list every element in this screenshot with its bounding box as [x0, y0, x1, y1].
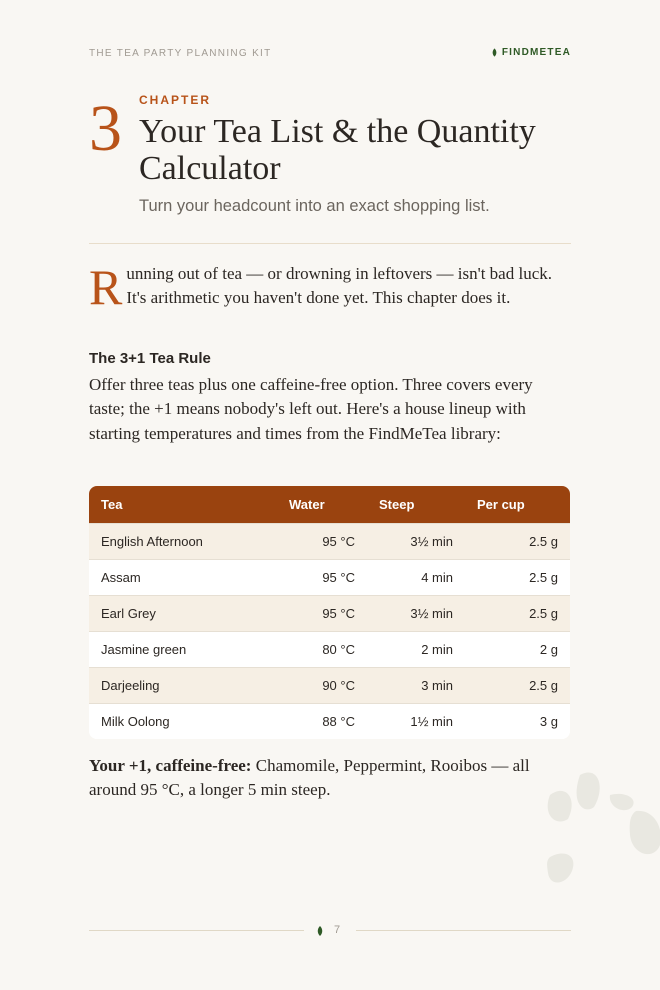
column-header-water: Water	[277, 486, 367, 523]
tea-name: Darjeeling	[89, 667, 277, 703]
leaf-icon	[492, 48, 497, 57]
footer-rule-right	[356, 930, 571, 931]
grams-per-cup: 2 g	[465, 631, 570, 667]
column-header-per-cup: Per cup	[465, 486, 570, 523]
tea-name: Milk Oolong	[89, 703, 277, 739]
caffeine-free-note	[89, 754, 571, 802]
caffeine-free-text: Chamomile, Peppermint, Rooibos — all around 95 °C, a longer 5 min steep.	[89, 756, 530, 799]
grams-per-cup: 2.5 g	[465, 595, 570, 631]
table-header-row	[89, 486, 570, 523]
tea-name: Assam	[89, 559, 277, 595]
grams-per-cup: 2.5 g	[465, 559, 570, 595]
page-number: 7	[334, 924, 341, 936]
brand	[492, 47, 571, 58]
steep-time: 3½ min	[367, 523, 465, 559]
column-header-tea: Tea	[89, 486, 277, 523]
chapter-label: CHAPTER	[139, 93, 212, 107]
water-temp: 80 °C	[277, 631, 367, 667]
water-temp: 95 °C	[277, 559, 367, 595]
tea-name: English Afternoon	[89, 523, 277, 559]
section-heading: The 3+1 Tea Rule	[89, 350, 211, 367]
tea-leaves-decoration-icon	[540, 765, 660, 895]
chapter-number: 3	[89, 92, 122, 165]
page-footer	[89, 924, 571, 938]
kit-title: THE TEA PARTY PLANNING KIT	[89, 48, 272, 59]
footer-rule-left	[89, 930, 304, 931]
leaf-icon	[317, 926, 323, 936]
brand-name: FINDMETEA	[501, 47, 571, 58]
tea-name: Earl Grey	[89, 595, 277, 631]
table-row	[89, 667, 570, 703]
water-temp: 95 °C	[277, 523, 367, 559]
section-divider	[89, 243, 571, 244]
running-header	[89, 48, 571, 62]
column-header-steep: Steep	[367, 486, 465, 523]
grams-per-cup: 3 g	[465, 703, 570, 739]
intro-text: unning out of tea — or drowning in leftovers — isn't bad luck. It's arithmetic you haven't done yet. This chapter does it.	[126, 264, 552, 307]
water-temp: 95 °C	[277, 595, 367, 631]
grams-per-cup: 2.5 g	[465, 667, 570, 703]
table-row	[89, 631, 570, 667]
water-temp: 88 °C	[277, 703, 367, 739]
drop-cap: R	[89, 259, 123, 315]
chapter-title: Your Tea List & the Quantity Calculator	[139, 113, 536, 187]
steep-time: 3 min	[367, 667, 465, 703]
water-temp: 90 °C	[277, 667, 367, 703]
steep-time: 2 min	[367, 631, 465, 667]
table-row	[89, 559, 570, 595]
section-body: Offer three teas plus one caffeine-free option. Three covers every taste; the +1 means nobody's left out. Here's a house lineup with starting temperatures and times from the FindMeTea library:	[89, 375, 533, 443]
steep-time: 1½ min	[367, 703, 465, 739]
table-row	[89, 523, 570, 559]
steep-time: 3½ min	[367, 595, 465, 631]
intro-paragraph	[89, 259, 571, 315]
steep-time: 4 min	[367, 559, 465, 595]
table-row	[89, 703, 570, 739]
tea-name: Jasmine green	[89, 631, 277, 667]
table-row	[89, 595, 570, 631]
grams-per-cup: 2.5 g	[465, 523, 570, 559]
chapter-subtitle: Turn your headcount into an exact shopping list.	[139, 197, 490, 215]
caffeine-free-label: Your +1, caffeine-free:	[89, 756, 252, 775]
tea-table	[89, 486, 570, 739]
page	[89, 0, 571, 990]
